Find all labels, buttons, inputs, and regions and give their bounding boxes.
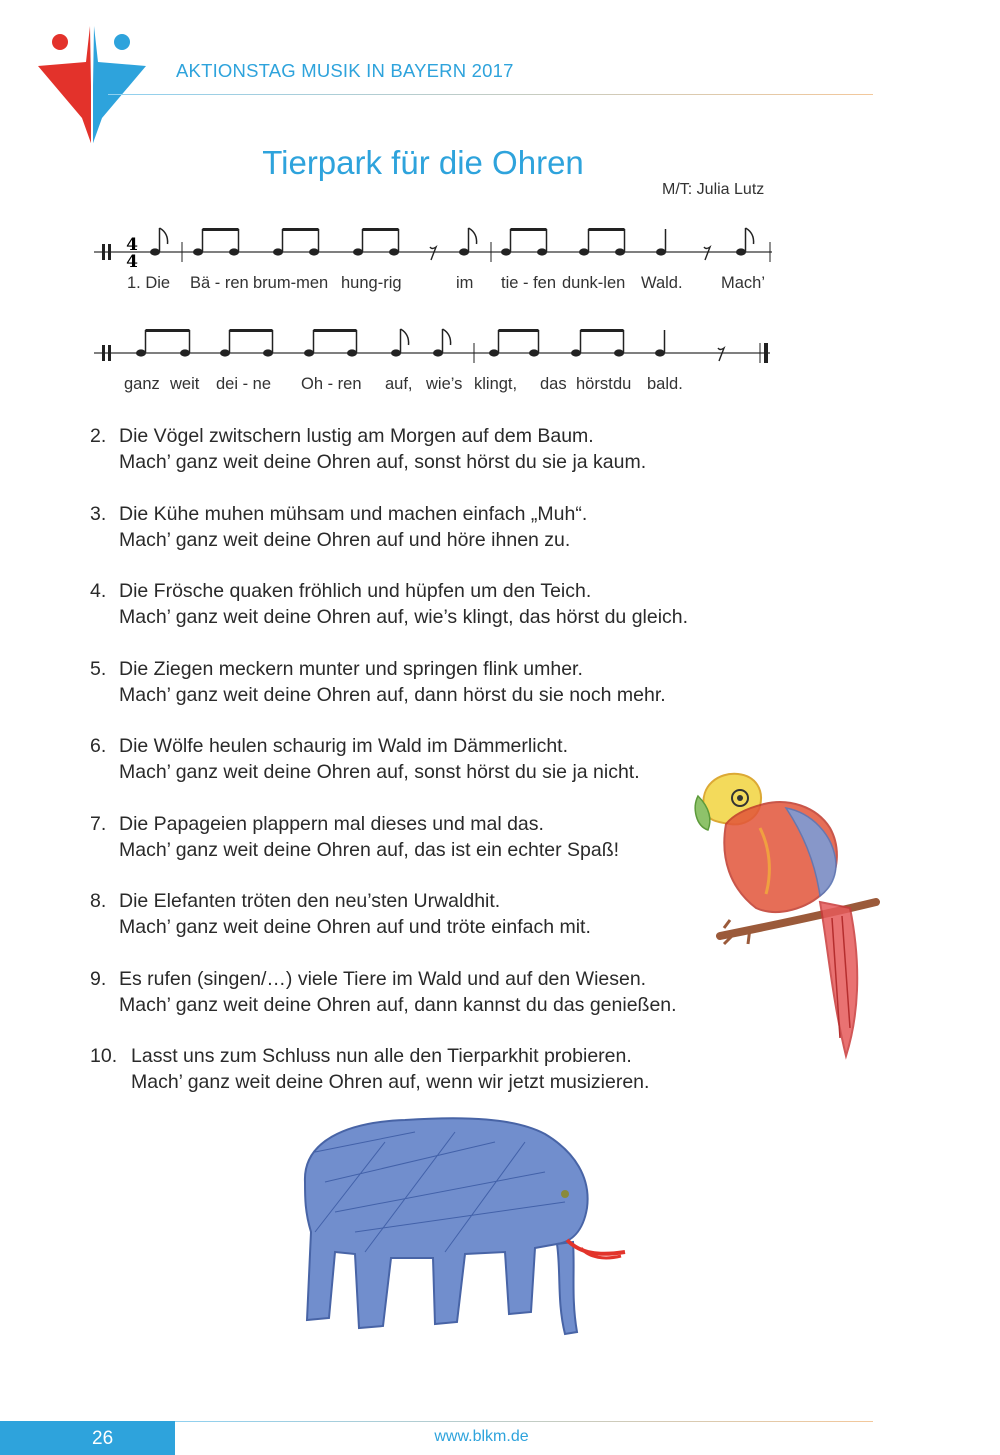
song-title: Tierpark für die Ohren xyxy=(262,144,584,181)
song-credit: M/T: Julia Lutz xyxy=(662,181,765,198)
verse-number: 4. xyxy=(90,580,107,602)
verse-number: 7. xyxy=(90,812,107,835)
header-title: AKTIONSTAG MUSIK IN BAYERN 2017 xyxy=(176,60,514,81)
verse-line: Die Kühe muhen mühsam und machen einfach „Muh“. xyxy=(119,502,588,525)
verse-item xyxy=(90,501,810,553)
lyric-syllable: dunk-len xyxy=(562,274,626,292)
footer-divider xyxy=(175,1421,873,1422)
verse-number: 9. xyxy=(90,967,107,990)
lyric-syllable: 1. Die xyxy=(127,274,171,292)
lyric-syllable: ganz xyxy=(124,375,160,393)
lyric-syllable: Mach’ xyxy=(721,274,766,292)
verse-number: 3. xyxy=(90,502,107,525)
verse-number: 8. xyxy=(90,890,107,912)
parrot-drawing-icon xyxy=(690,768,885,1063)
lyric-syllable: Oh - ren xyxy=(301,375,362,393)
verse-item xyxy=(90,423,810,475)
verse-number: 6. xyxy=(90,735,107,757)
lyric-syllable: das xyxy=(540,375,567,393)
verse-line: Die Frösche quaken fröhlich und hüpfen um den Teich. xyxy=(119,580,592,602)
lyric-syllable: Wald. xyxy=(641,274,683,292)
lyrics-line-2 xyxy=(0,375,1000,399)
header-divider xyxy=(108,94,873,95)
verse-line: Mach’ ganz weit deine Ohren auf, dann hörst du sie noch mehr. xyxy=(119,683,666,706)
verse-line: Die Papageien plappern mal dieses und mal das. xyxy=(119,812,544,835)
lyric-syllable: tie - fen xyxy=(501,274,557,292)
verse-line: Mach’ ganz weit deine Ohren auf, sonst hörst du sie ja nicht. xyxy=(119,761,640,783)
lyric-syllable: klingt, xyxy=(474,375,518,393)
verse-line: Die Ziegen meckern munter und springen flink umher. xyxy=(119,657,583,680)
lyric-syllable: du xyxy=(613,375,632,393)
blkm-figures-logo-icon xyxy=(36,22,148,148)
lyrics-line-1 xyxy=(0,274,1000,298)
verse-line: Mach’ ganz weit deine Ohren auf, wie’s klingt, das hörst du gleich. xyxy=(119,606,689,628)
time-signature-top: 4 xyxy=(126,235,138,255)
lyric-syllable: auf, xyxy=(385,375,413,393)
lyric-syllable: bald. xyxy=(647,375,683,393)
lyric-syllable: brum-men xyxy=(253,274,329,292)
verse-number: 5. xyxy=(90,657,107,680)
lyric-syllable: hörst xyxy=(576,375,613,393)
verse-line: Mach’ ganz weit deine Ohren auf, sonst hörst du sie ja kaum. xyxy=(119,451,647,473)
lyric-syllable: wie’s xyxy=(426,375,463,393)
music-staff-line-1 xyxy=(94,222,784,272)
verse-line: Mach’ ganz weit deine Ohren auf und höre ihnen zu. xyxy=(119,528,571,551)
elephant-drawing-icon xyxy=(295,1112,635,1347)
lyric-syllable: dei - ne xyxy=(216,375,272,393)
lyric-syllable: im xyxy=(456,274,474,292)
time-signature-bottom: 4 xyxy=(126,252,138,272)
verse-number: 2. xyxy=(90,425,107,447)
verse-item xyxy=(90,578,810,630)
verse-line: Mach’ ganz weit deine Ohren auf, dann kannst du das genießen. xyxy=(119,993,677,1016)
music-staff-line-2 xyxy=(94,323,784,373)
lyric-syllable: weit xyxy=(170,375,200,393)
verse-item xyxy=(90,656,810,708)
verse-line: Mach’ ganz weit deine Ohren auf, das ist ein echter Spaß! xyxy=(119,838,620,861)
page-number: 26 xyxy=(92,1428,114,1449)
verse-number: 10. xyxy=(90,1045,118,1067)
verse-line: Lasst uns zum Schluss nun alle den Tierparkhit probieren. xyxy=(131,1045,632,1067)
footer-url-link[interactable]: www.blkm.de xyxy=(434,1428,529,1445)
verse-line: Mach’ ganz weit deine Ohren auf, wenn wir jetzt musizieren. xyxy=(131,1071,650,1093)
verse-line: Die Vögel zwitschern lustig am Morgen auf dem Baum. xyxy=(119,425,594,447)
verse-line: Die Wölfe heulen schaurig im Wald im Dämmerlicht. xyxy=(119,735,568,757)
lyric-syllable: hung-rig xyxy=(341,274,402,292)
verse-line: Es rufen (singen/…) viele Tiere im Wald und auf den Wiesen. xyxy=(119,967,647,990)
verse-line: Die Elefanten tröten den neu’sten Urwaldhit. xyxy=(119,890,501,912)
verse-line: Mach’ ganz weit deine Ohren auf und tröte einfach mit. xyxy=(119,916,591,938)
lyric-syllable: Bä - ren xyxy=(190,274,249,292)
